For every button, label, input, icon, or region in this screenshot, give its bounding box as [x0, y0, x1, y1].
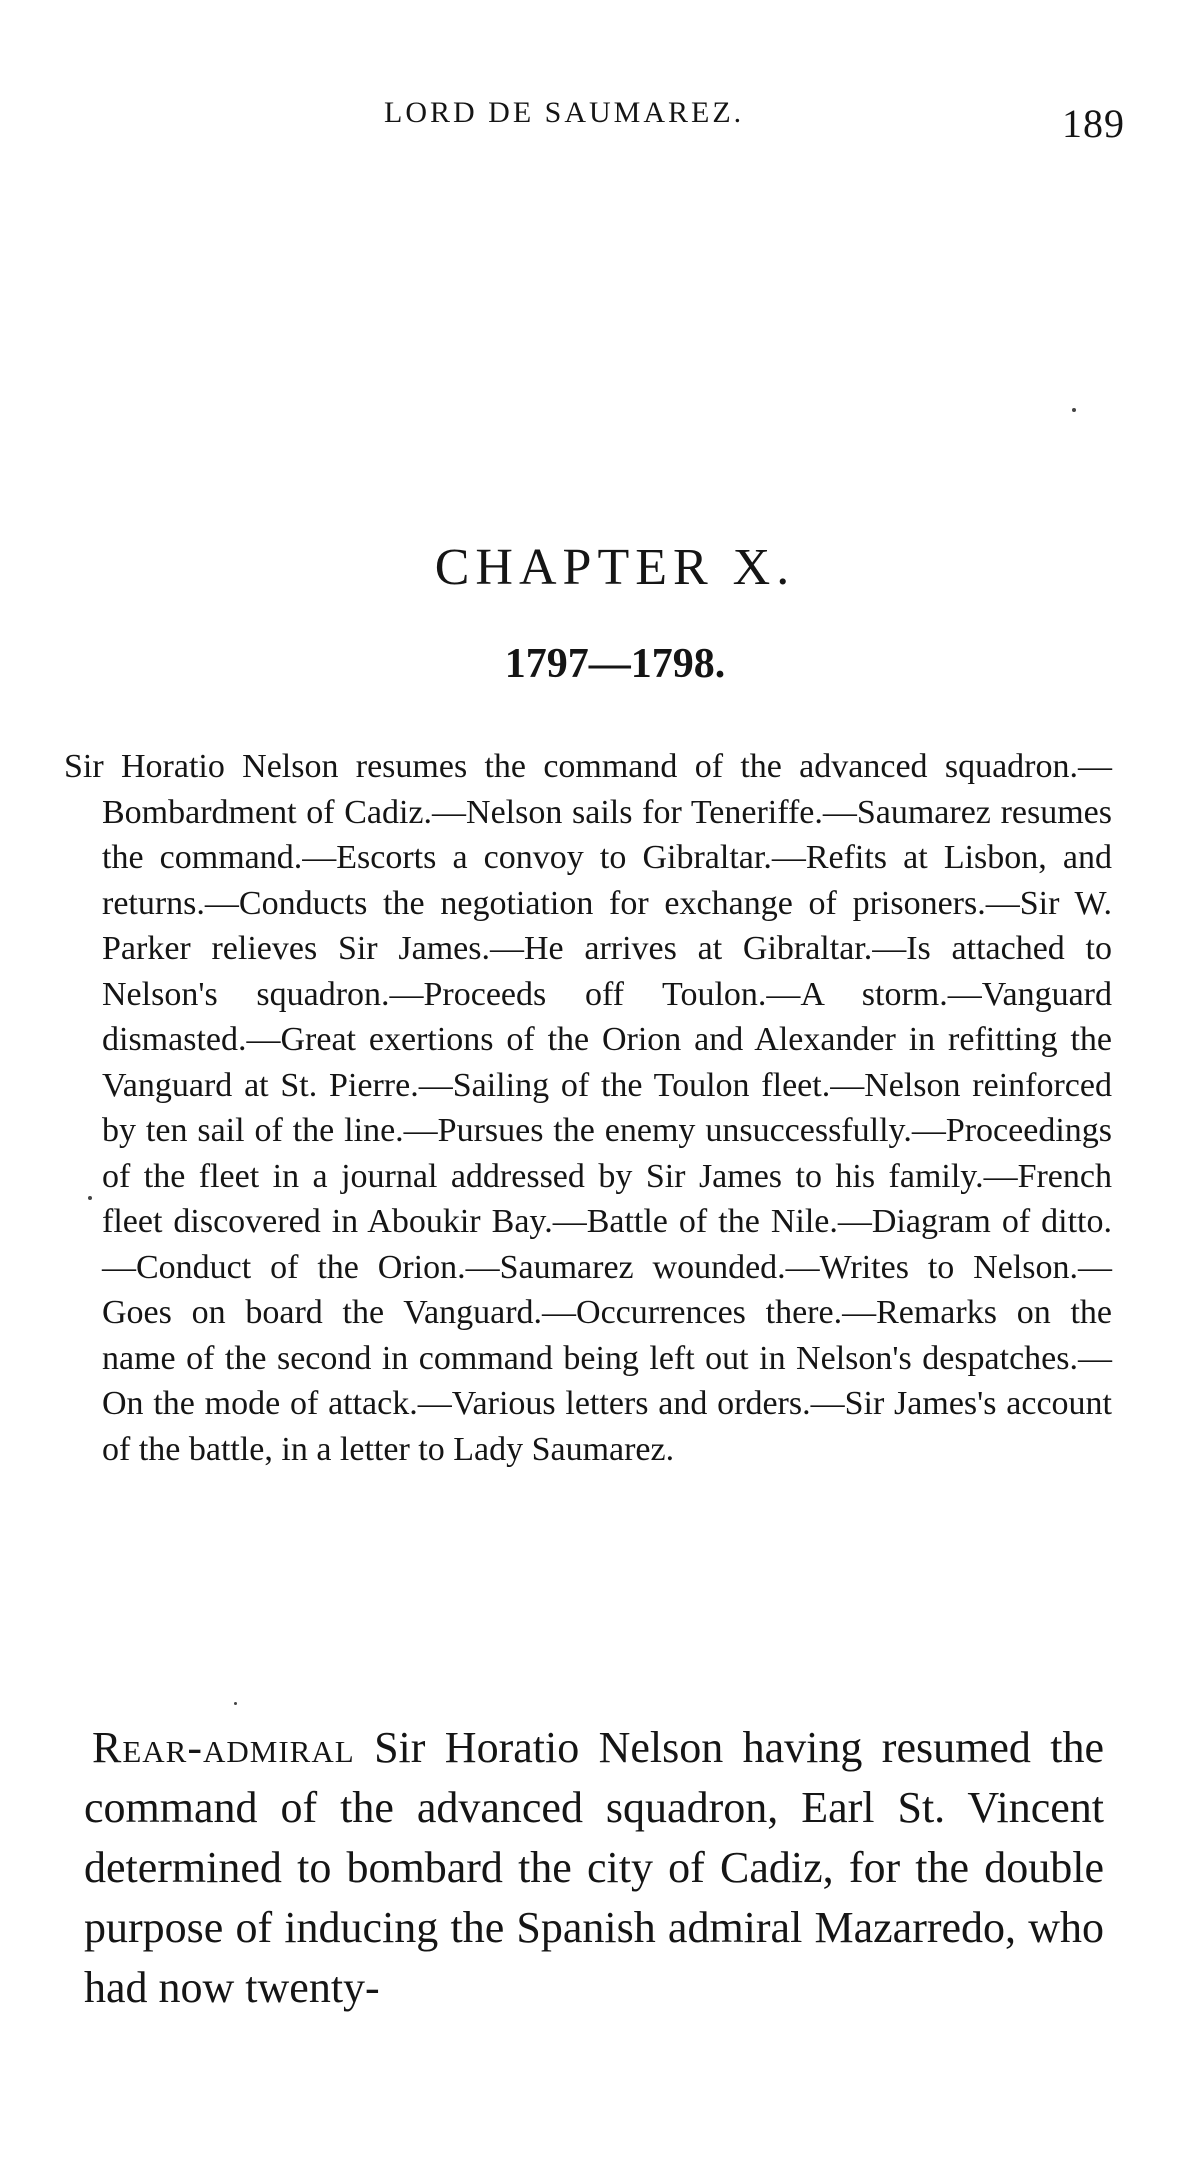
- print-speck: [88, 1196, 92, 1200]
- chapter-title: CHAPTER X.: [434, 539, 796, 596]
- chapter-synopsis: Sir Horatio Nelson resumes the command of the advanced squadron.—Bombardment of Cadiz.—Nelson sails for Teneriffe.—Saumarez resumes the command.—Escorts a convoy to Gibraltar.—Refits at Lisbon, and returns.—Conducts the negotiation for exchange of prisoners.—Sir W. Parker relieves Sir James.—He arrives at Gibraltar.—Is attached to Nelson's squadron.—Proceeds off Toulon.—A storm.—Vanguard dismasted.—Great exertions of the Orion and Alexander in refitting the Vanguard at St. Pierre.—Sailing of the Toulon fleet.—Nelson reinforced by ten sail of the line.—Pursues the enemy unsuccessfully.—Proceedings of the fleet in a journal addressed by Sir James to his family.—French fleet discovered in Aboukir Bay.—Battle of the Nile.—Diagram of ditto.—Conduct of the Orion.—Saumarez wounded.—Writes to Nelson.—Goes on board the Vanguard.—Occurrences there.—Remarks on the name of the second in command being left out in Nelson's despatches.—On the mode of attack.—Various letters and orders.—Sir James's account of the battle, in a letter to Lady Saumarez.: [64, 748, 1112, 1468]
- lead-in-smallcaps: Rear-admiral: [92, 1723, 355, 1772]
- running-head: LORD DE SAUMAREZ.: [384, 96, 745, 129]
- print-speck: [234, 1702, 237, 1705]
- print-speck: [1072, 408, 1076, 412]
- page-number: 189: [1062, 101, 1125, 146]
- chapter-years: 1797—1798.: [504, 641, 726, 687]
- body-text: Sir Horatio Nelson having resumed the command of the advanced squadron, Earl St. Vincent determined to bombard the city of Cadiz, for the double purpose of inducing the Spanish admiral Mazarredo, who had now twenty-: [84, 1723, 1104, 2012]
- body-paragraph: [84, 1718, 1104, 2018]
